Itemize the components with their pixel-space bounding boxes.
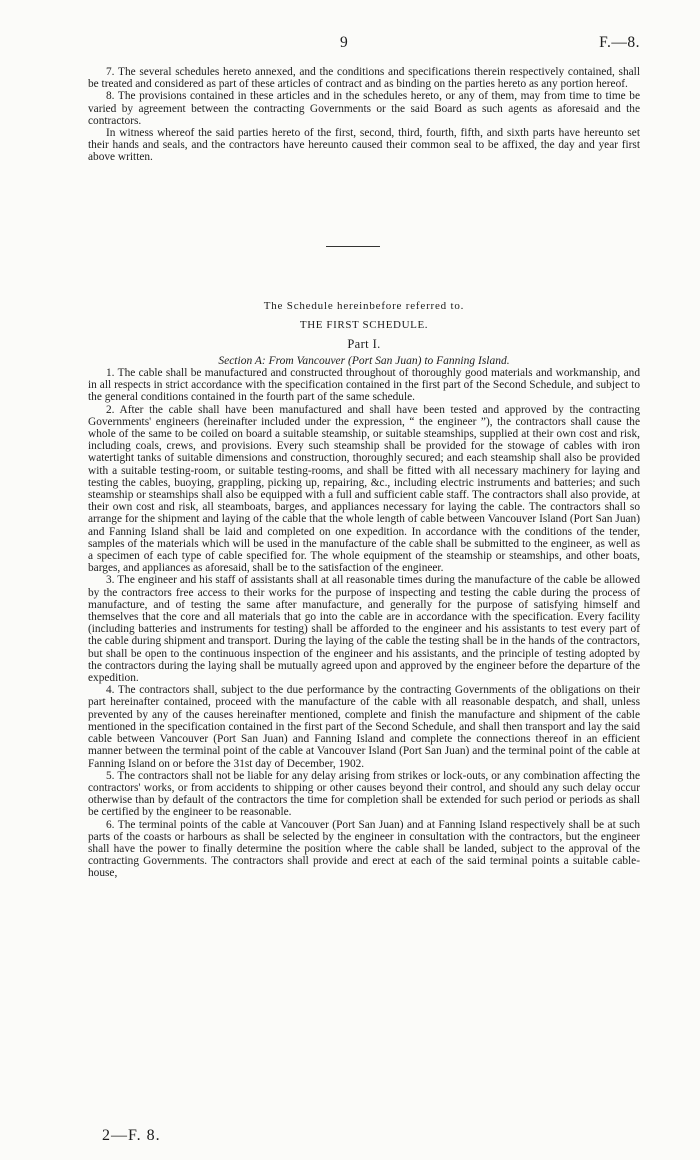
sheet-signature: 2—F. 8. — [102, 1127, 161, 1144]
first-schedule-heading: THE FIRST SCHEDULE. — [299, 319, 429, 331]
page-number: 9 — [340, 34, 348, 51]
part-heading: Part I. — [347, 337, 381, 351]
schedule-paragraph: 5. The contractors shall not be liable for any delay arising from strikes or lock-outs, or any combination affecting the contractors' works, or from accidents to shipping or other causes beyond their control, and should any such delay occur otherwise than by default of the contractors the time for completion shall be extended for such period or periods as shall be certified by the engineer to be reasonable. — [88, 769, 640, 819]
section-divider — [326, 246, 380, 247]
schedule-paragraph: 6. The terminal points of the cable at Vancouver (Port San Juan) and at Fanning Island respectively shall be at such parts of the coasts or harbours as shall be selected by the engineer in consultation with the contractors, but the engineer shall have the power to finally determine the position where the cable shall be landed, subject to the approval of the contracting Governments. The contractors shall provide and erect at each of the said terminal points a suitable cable-house, — [88, 818, 640, 880]
contract-articles — [88, 66, 640, 164]
article-paragraph: 8. The provisions contained in these articles and in the schedules hereto, or any of them, may from time to time be varied by agreement between the contracting Governments or the said Board as such agents as aforesaid and the contractors. — [88, 90, 640, 127]
schedule-heading: The Schedule hereinbefore referred to. — [263, 300, 465, 312]
schedule-paragraph: 1. The cable shall be manufactured and constructed throughout of thoroughly good materials and workmanship, and in all respects in strict accordance with the specification contained in the first part of the Second Schedule, and subject to the general conditions contained in the fourth part of the same schedule. — [88, 367, 640, 404]
schedule-paragraph: 4. The contractors shall, subject to the due performance by the contracting Governments of the obligations on their part hereinafter contained, proceed with the manufacture of the cable with all reasonable despatch, and shall, unless prevented by any of the causes hereinafter mentioned, complete and finish the manufacture and shipment of the cable mentioned in the specification contained in the first part of the Second Schedule, and shall then transport and lay the said cable between Vancouver (Port San Juan) and Fanning Island and complete the connections thereof in an efficient manner between the terminal point of the cable at Vancouver Island (Port San Juan) and the terminal point of the cable at Fanning Island on or before the 31st day of December, 1902. — [88, 684, 640, 770]
witness-paragraph: In witness whereof the said parties hereto of the first, second, third, fourth, fifth, and sixth parts have hereunto set their hands and seals, and the contractors have hereunto caused their common seal to be affixed, the day and year first above written. — [88, 127, 640, 164]
schedule-paragraph: 2. After the cable shall have been manufactured and shall have been tested and approved by the contracting Governments' engineers (hereinafter included under the expression, “ the engineer ”), the contractors shall cause the whole of the same to be coiled on board a suitable steamship, or suitable steamships, supplied at their own cost and risk, including coals, crews, and provisions. Every such steamship shall be provided for the stowage of cables with iron watertight tanks of suitable dimensions and construction, thoroughly secured; and each steamship shall also be provided with a suitable testing-room, or suitable testing-rooms, and shall be fitted with all necessary machinery for laying and testing the cables, buoying, grappling, picking up, repairing, &c., including electric instruments and batteries; and such steamship or steamships shall also be equipped with a full and sufficient cable staff. The contractors shall also provide, at their own cost and risk, all steamboats, barges, and appliances necessary for laying the cable. The contractors shall so arrange for the shipment and laying of the cable that the whole length of cable between Vancouver Island (Port San Juan) and Fanning Island shall be laid and completed on one expedition. In accordance with the conditions of the tender, samples of the materials which will be used in the manufacture of the cable shall be submitted to the engineer, as well as a specimen of each type of cable specified for. The whole equipment of the steamship or steamships, and other boats, barges, and appliances as aforesaid, shall be to the satisfaction of the engineer. — [88, 403, 640, 575]
page-header — [88, 34, 640, 54]
article-paragraph: 7. The several schedules hereto annexed, and the conditions and specifications therein respectively contained, shall be treated and considered as part of these articles of contract and as binding on the parties hereto as any portion hereof. — [88, 66, 640, 91]
schedule-paragraph: 3. The engineer and his staff of assistants shall at all reasonable times during the manufacture of the cable be allowed by the contractors free access to their works for the purpose of inspecting and testing the cable during the process of manufacture, and of testing the same after manufacture, and generally for the purpose of satisfying himself and themselves that the core and all materials that go into the cable are in accordance with the specification. Every facility (including batteries and instruments for testing) shall be afforded to the engineer and his assistants to test every part of the cable during shipment and transport. During the laying of the cable the testing shall be in the hands of the contractors, but shall be open to the continuous inspection of the engineer and his assistants, and the principle of testing adopted by the contractors during the laying shall be mutually agreed upon and approved by the engineer before the departure of the expedition. — [88, 574, 640, 685]
document-reference: F.—8. — [599, 34, 640, 51]
schedule-body — [88, 367, 640, 880]
section-heading: Section A: From Vancouver (Port San Juan) to Fanning Island. — [218, 355, 510, 367]
